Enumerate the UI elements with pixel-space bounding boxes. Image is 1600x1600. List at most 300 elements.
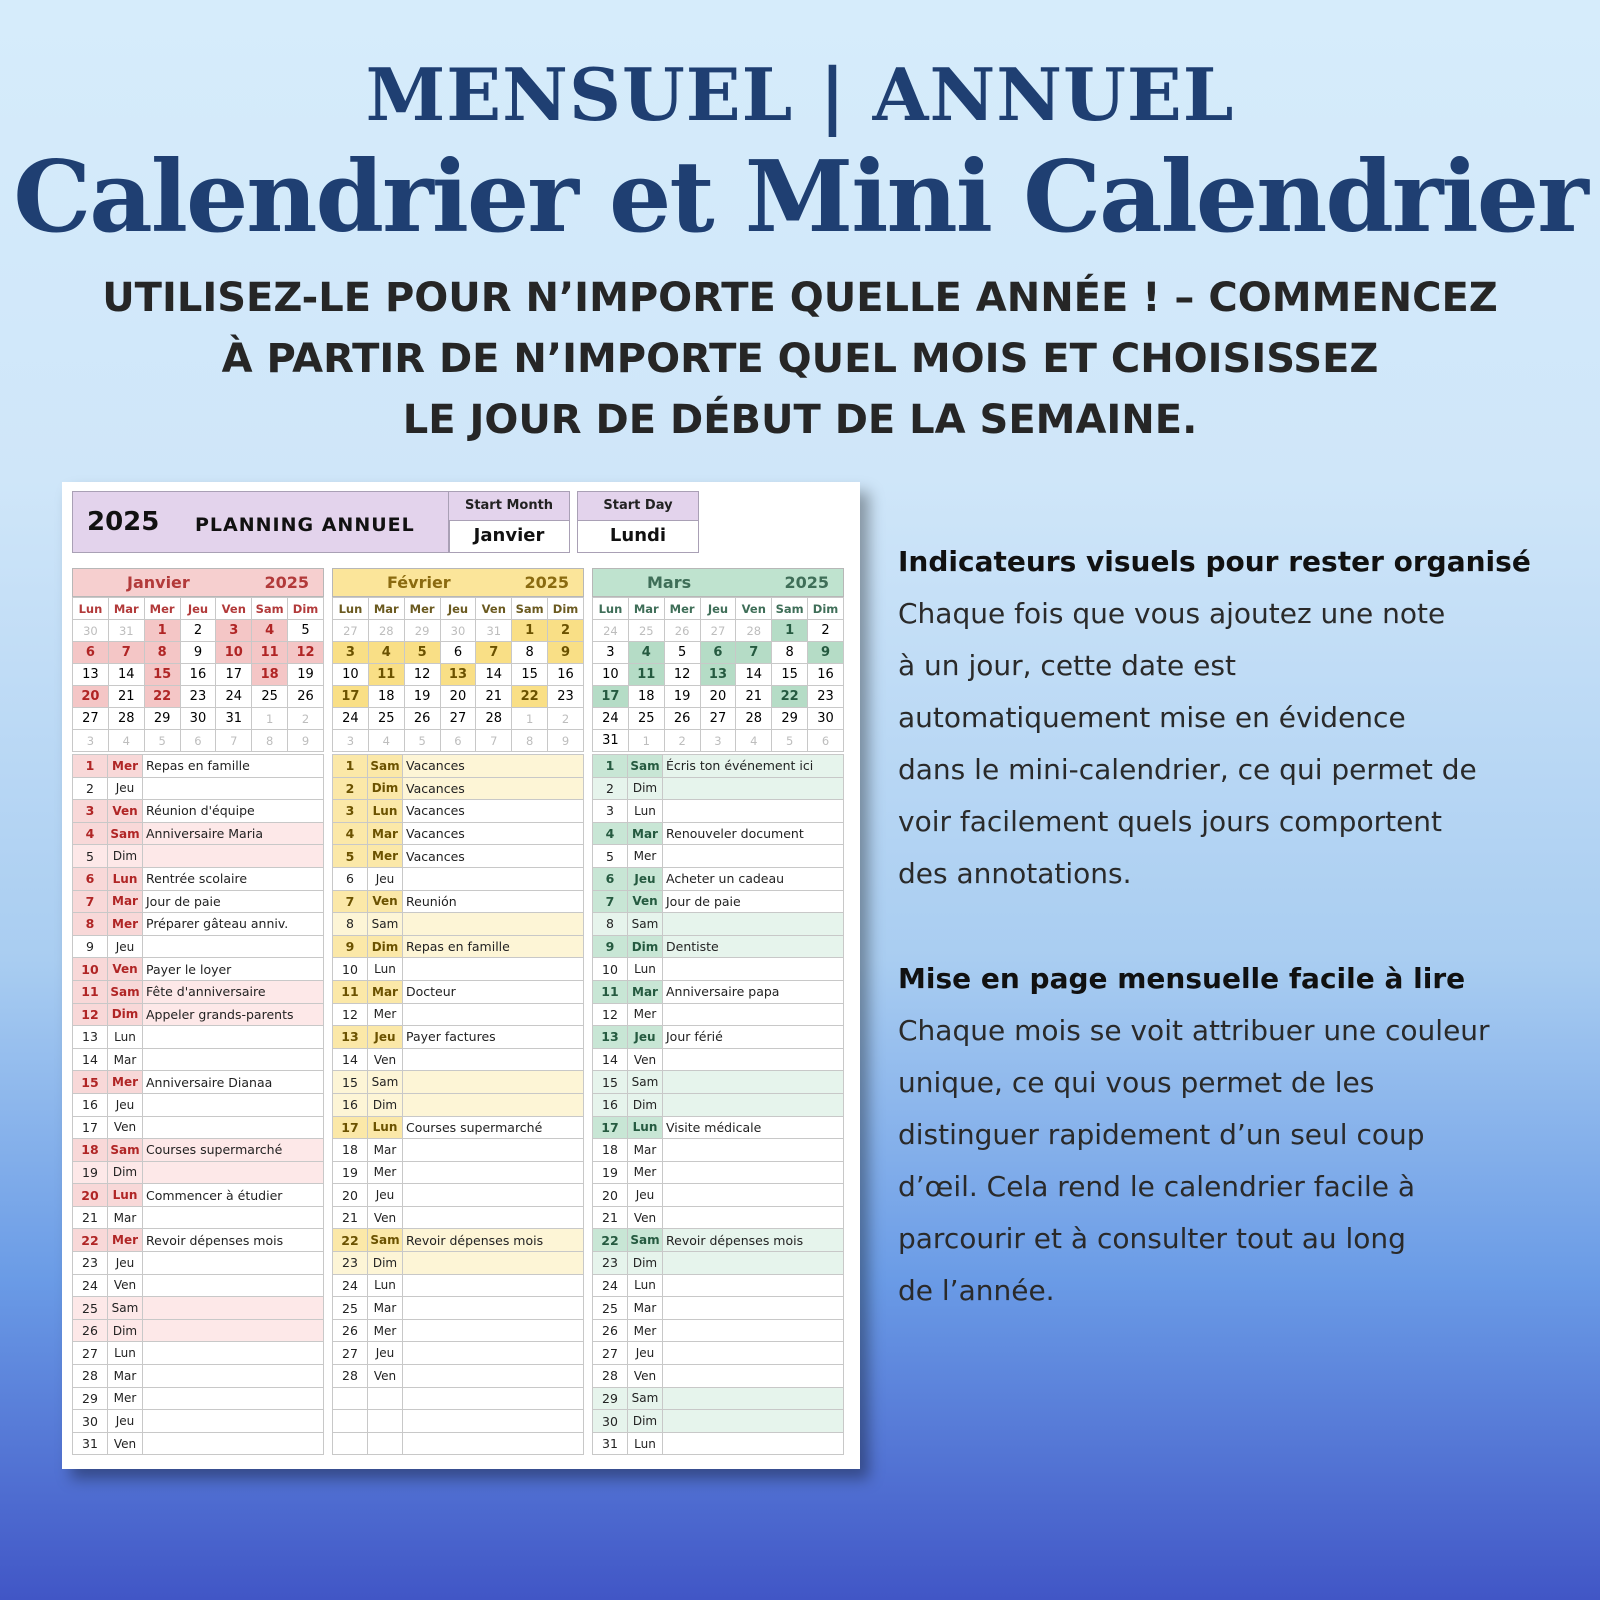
mini-day-cell[interactable]: 6 [440,642,476,664]
mini-day-cell[interactable]: 2 [808,620,844,642]
mini-day-cell[interactable]: 30 [440,620,476,642]
day-row[interactable] [73,1093,324,1116]
day-note[interactable]: Vacances [403,845,584,868]
mini-day-cell[interactable]: 23 [548,686,584,708]
day-note[interactable]: Visite médicale [663,1116,844,1139]
mini-day-cell[interactable]: 4 [628,642,664,664]
day-note[interactable]: Dentiste [663,935,844,958]
mini-day-cell[interactable]: 7 [476,730,512,752]
day-row[interactable] [593,845,844,868]
day-note[interactable] [403,1139,584,1162]
mini-day-cell[interactable]: 4 [108,730,144,752]
day-note[interactable]: Payer le loyer [143,958,324,981]
day-note[interactable] [403,1093,584,1116]
day-row[interactable] [73,1274,324,1297]
day-row[interactable] [593,935,844,958]
mini-day-cell[interactable]: 7 [216,730,252,752]
day-row[interactable] [73,822,324,845]
mini-day-cell[interactable]: 18 [628,686,664,708]
day-note[interactable] [403,1432,584,1455]
mini-day-cell[interactable]: 22 [144,686,180,708]
mini-day-cell[interactable]: 3 [73,730,109,752]
day-note[interactable] [403,1184,584,1207]
day-row[interactable] [333,822,584,845]
day-row[interactable] [73,1139,324,1162]
mini-day-cell[interactable]: 4 [252,620,288,642]
day-row[interactable] [73,1342,324,1365]
day-row[interactable] [333,1410,584,1433]
day-row[interactable] [73,1071,324,1094]
day-note[interactable]: Fête d'anniversaire [143,980,324,1003]
mini-day-cell[interactable]: 15 [512,664,548,686]
day-row[interactable] [73,1184,324,1207]
day-note[interactable] [143,1116,324,1139]
mini-day-cell[interactable]: 30 [180,708,216,730]
day-note[interactable]: Vacances [403,800,584,823]
day-note[interactable]: Vacances [403,822,584,845]
day-note[interactable] [403,1071,584,1094]
day-row[interactable] [73,1319,324,1342]
day-row[interactable] [333,980,584,1003]
day-row[interactable] [333,1048,584,1071]
mini-day-cell[interactable]: 1 [144,620,180,642]
mini-day-cell[interactable]: 6 [808,730,844,752]
day-row[interactable] [333,1365,584,1388]
day-row[interactable] [333,1297,584,1320]
day-row[interactable] [73,1432,324,1455]
day-note[interactable] [403,1365,584,1388]
mini-day-cell[interactable]: 8 [144,642,180,664]
day-note[interactable] [403,1274,584,1297]
mini-day-cell[interactable]: 27 [440,708,476,730]
mini-day-cell[interactable]: 29 [772,708,808,730]
day-row[interactable] [593,1410,844,1433]
day-note[interactable] [403,1342,584,1365]
day-row[interactable] [73,1161,324,1184]
day-row[interactable] [73,935,324,958]
day-row[interactable] [593,1071,844,1094]
day-note[interactable]: Réunion d'équipe [143,800,324,823]
mini-day-cell[interactable]: 1 [772,620,808,642]
day-row[interactable] [593,822,844,845]
day-note[interactable]: Jour de paie [143,890,324,913]
day-row[interactable] [593,1139,844,1162]
day-row[interactable] [333,1003,584,1026]
day-note[interactable] [403,1297,584,1320]
mini-day-cell[interactable]: 1 [512,708,548,730]
mini-day-cell[interactable]: 19 [404,686,440,708]
start-day-selector[interactable] [577,491,699,553]
day-note[interactable]: Repas en famille [403,935,584,958]
mini-day-cell[interactable]: 8 [512,730,548,752]
day-note[interactable]: Revoir dépenses mois [663,1229,844,1252]
mini-day-cell[interactable]: 3 [700,730,736,752]
mini-day-cell[interactable]: 10 [593,664,629,686]
mini-day-cell[interactable]: 4 [368,730,404,752]
mini-day-cell[interactable]: 17 [593,686,629,708]
mini-day-cell[interactable]: 9 [180,642,216,664]
mini-day-cell[interactable]: 25 [628,708,664,730]
day-row[interactable] [73,1297,324,1320]
day-note[interactable] [143,1161,324,1184]
day-note[interactable] [663,1206,844,1229]
mini-day-cell[interactable]: 6 [440,730,476,752]
day-row[interactable] [73,1026,324,1049]
day-note[interactable] [663,1048,844,1071]
day-row[interactable] [593,958,844,981]
day-row[interactable] [593,1184,844,1207]
day-row[interactable] [333,958,584,981]
day-row[interactable] [333,1319,584,1342]
mini-day-cell[interactable]: 8 [512,642,548,664]
day-note[interactable] [143,1342,324,1365]
mini-day-cell[interactable]: 14 [108,664,144,686]
mini-day-cell[interactable]: 4 [368,642,404,664]
day-note[interactable] [143,1026,324,1049]
mini-day-cell[interactable]: 31 [216,708,252,730]
mini-day-cell[interactable]: 24 [593,708,629,730]
day-row[interactable] [73,1003,324,1026]
day-note[interactable]: Vacances [403,777,584,800]
day-row[interactable] [73,1229,324,1252]
mini-day-cell[interactable]: 9 [548,642,584,664]
day-row[interactable] [333,1387,584,1410]
day-note[interactable] [143,1410,324,1433]
mini-day-cell[interactable]: 16 [548,664,584,686]
mini-day-cell[interactable]: 27 [700,708,736,730]
mini-day-cell[interactable]: 15 [772,664,808,686]
mini-day-cell[interactable]: 3 [333,730,369,752]
mini-day-cell[interactable]: 22 [512,686,548,708]
mini-day-cell[interactable]: 9 [548,730,584,752]
day-note[interactable] [663,1410,844,1433]
mini-day-cell[interactable]: 26 [664,708,700,730]
day-row[interactable] [73,867,324,890]
day-row[interactable] [73,980,324,1003]
day-note[interactable] [403,1252,584,1275]
day-row[interactable] [333,845,584,868]
day-note[interactable] [403,1206,584,1229]
day-note[interactable]: Payer factures [403,1026,584,1049]
day-row[interactable] [333,1229,584,1252]
mini-day-cell[interactable]: 16 [808,664,844,686]
mini-day-cell[interactable]: 30 [73,620,109,642]
day-row[interactable] [73,755,324,778]
mini-day-cell[interactable]: 18 [368,686,404,708]
mini-day-cell[interactable]: 1 [628,730,664,752]
mini-day-cell[interactable]: 20 [700,686,736,708]
day-row[interactable] [593,913,844,936]
mini-day-cell[interactable]: 6 [73,642,109,664]
day-note[interactable] [143,1319,324,1342]
day-note[interactable]: Anniversaire Dianaa [143,1071,324,1094]
day-row[interactable] [593,1048,844,1071]
day-row[interactable] [593,1093,844,1116]
day-row[interactable] [593,800,844,823]
day-note[interactable]: Courses supermarché [143,1139,324,1162]
mini-day-cell[interactable]: 10 [333,664,369,686]
mini-day-cell[interactable]: 5 [404,642,440,664]
day-row[interactable] [333,935,584,958]
day-note[interactable]: Préparer gâteau anniv. [143,913,324,936]
day-note[interactable] [663,845,844,868]
mini-day-cell[interactable]: 13 [700,664,736,686]
day-note[interactable] [403,1161,584,1184]
mini-day-cell[interactable]: 10 [216,642,252,664]
day-row[interactable] [73,1048,324,1071]
mini-day-cell[interactable]: 25 [252,686,288,708]
day-row[interactable] [593,1387,844,1410]
day-row[interactable] [593,1003,844,1026]
mini-day-cell[interactable]: 23 [180,686,216,708]
day-row[interactable] [333,1071,584,1094]
day-row[interactable] [73,1206,324,1229]
mini-day-cell[interactable]: 27 [700,620,736,642]
day-row[interactable] [593,1116,844,1139]
mini-day-cell[interactable]: 11 [368,664,404,686]
day-note[interactable] [663,800,844,823]
mini-day-cell[interactable]: 16 [180,664,216,686]
day-row[interactable] [593,1252,844,1275]
day-note[interactable]: Courses supermarché [403,1116,584,1139]
mini-day-cell[interactable]: 3 [593,642,629,664]
mini-day-cell[interactable]: 5 [664,642,700,664]
day-row[interactable] [73,800,324,823]
day-note[interactable] [663,1365,844,1388]
mini-day-cell[interactable]: 12 [404,664,440,686]
day-row[interactable] [333,913,584,936]
day-row[interactable] [593,980,844,1003]
mini-day-cell[interactable]: 5 [404,730,440,752]
day-row[interactable] [73,958,324,981]
day-note[interactable] [143,1297,324,1320]
mini-day-cell[interactable]: 24 [333,708,369,730]
day-row[interactable] [593,777,844,800]
mini-day-cell[interactable]: 5 [288,620,324,642]
mini-day-cell[interactable]: 2 [180,620,216,642]
mini-day-cell[interactable]: 5 [144,730,180,752]
day-note[interactable]: Revoir dépenses mois [143,1229,324,1252]
day-row[interactable] [333,890,584,913]
day-note[interactable] [663,1387,844,1410]
day-note[interactable] [403,1387,584,1410]
day-note[interactable] [143,1252,324,1275]
mini-day-cell[interactable]: 20 [73,686,109,708]
day-note[interactable]: Anniversaire Maria [143,822,324,845]
day-note[interactable] [663,1093,844,1116]
mini-day-cell[interactable]: 24 [593,620,629,642]
mini-day-cell[interactable]: 31 [593,730,629,752]
day-note[interactable] [403,1319,584,1342]
day-row[interactable] [333,1093,584,1116]
mini-day-cell[interactable]: 13 [440,664,476,686]
day-row[interactable] [333,755,584,778]
day-row[interactable] [333,867,584,890]
mini-day-cell[interactable]: 13 [73,664,109,686]
day-note[interactable] [403,1410,584,1433]
mini-day-cell[interactable]: 1 [252,708,288,730]
day-note[interactable] [663,958,844,981]
mini-day-cell[interactable]: 18 [252,664,288,686]
mini-day-cell[interactable]: 25 [628,620,664,642]
day-note[interactable]: Acheter un cadeau [663,867,844,890]
mini-day-cell[interactable]: 3 [216,620,252,642]
day-note[interactable] [663,1003,844,1026]
day-note[interactable]: Rentrée scolaire [143,867,324,890]
mini-day-cell[interactable]: 17 [216,664,252,686]
mini-day-cell[interactable]: 14 [736,664,772,686]
day-row[interactable] [333,1206,584,1229]
day-note[interactable] [663,777,844,800]
day-row[interactable] [593,1365,844,1388]
day-row[interactable] [73,1387,324,1410]
day-row[interactable] [333,1274,584,1297]
day-row[interactable] [593,867,844,890]
mini-day-cell[interactable]: 11 [252,642,288,664]
mini-day-cell[interactable]: 24 [216,686,252,708]
start-month-selector[interactable] [448,491,570,553]
day-note[interactable] [143,777,324,800]
day-row[interactable] [73,1410,324,1433]
start-day-value[interactable]: Lundi [609,525,667,546]
day-row[interactable] [593,1274,844,1297]
day-note[interactable] [143,1206,324,1229]
mini-day-cell[interactable]: 22 [772,686,808,708]
day-row[interactable] [593,1297,844,1320]
mini-day-cell[interactable]: 3 [333,642,369,664]
day-note[interactable] [403,1048,584,1071]
mini-day-cell[interactable]: 21 [476,686,512,708]
day-note[interactable]: Anniversaire papa [663,980,844,1003]
mini-day-cell[interactable]: 6 [180,730,216,752]
day-row[interactable] [73,1365,324,1388]
day-row[interactable] [333,1161,584,1184]
mini-day-cell[interactable]: 8 [252,730,288,752]
day-note[interactable] [663,1071,844,1094]
mini-day-cell[interactable]: 29 [144,708,180,730]
day-note[interactable] [663,1139,844,1162]
day-note[interactable] [663,1161,844,1184]
mini-day-cell[interactable]: 26 [404,708,440,730]
mini-day-cell[interactable]: 14 [476,664,512,686]
mini-day-cell[interactable]: 28 [476,708,512,730]
day-note[interactable] [403,913,584,936]
mini-day-cell[interactable]: 28 [368,620,404,642]
day-row[interactable] [73,890,324,913]
mini-day-cell[interactable]: 31 [476,620,512,642]
day-note[interactable] [663,1252,844,1275]
mini-day-cell[interactable]: 15 [144,664,180,686]
day-note[interactable] [663,1319,844,1342]
day-row[interactable] [73,913,324,936]
day-row[interactable] [593,1342,844,1365]
mini-day-cell[interactable]: 2 [548,620,584,642]
mini-day-cell[interactable]: 29 [404,620,440,642]
mini-day-cell[interactable]: 1 [512,620,548,642]
day-note[interactable] [143,1432,324,1455]
mini-day-cell[interactable]: 26 [664,620,700,642]
mini-day-cell[interactable]: 2 [288,708,324,730]
day-row[interactable] [333,1184,584,1207]
day-note[interactable]: Écris ton événement ici [663,755,844,778]
mini-day-cell[interactable]: 4 [736,730,772,752]
mini-day-cell[interactable]: 28 [108,708,144,730]
day-note[interactable] [403,1003,584,1026]
day-note[interactable]: Docteur [403,980,584,1003]
day-note[interactable] [403,867,584,890]
mini-day-cell[interactable]: 7 [108,642,144,664]
day-note[interactable]: Vacances [403,755,584,778]
mini-day-cell[interactable]: 21 [108,686,144,708]
mini-day-cell[interactable]: 6 [700,642,736,664]
day-note[interactable] [663,1184,844,1207]
day-note[interactable] [663,1342,844,1365]
mini-day-cell[interactable]: 12 [288,642,324,664]
day-note[interactable] [143,1274,324,1297]
mini-day-cell[interactable]: 28 [736,708,772,730]
day-row[interactable] [593,1432,844,1455]
day-note[interactable]: Renouveler document [663,822,844,845]
mini-day-cell[interactable]: 21 [736,686,772,708]
day-note[interactable] [143,1048,324,1071]
mini-day-cell[interactable]: 9 [808,642,844,664]
day-note[interactable]: Appeler grands-parents [143,1003,324,1026]
day-row[interactable] [593,1229,844,1252]
day-note[interactable]: Jour férié [663,1026,844,1049]
day-row[interactable] [333,800,584,823]
day-row[interactable] [333,777,584,800]
day-row[interactable] [593,890,844,913]
day-row[interactable] [333,1432,584,1455]
day-row[interactable] [333,1116,584,1139]
mini-day-cell[interactable]: 19 [288,664,324,686]
mini-day-cell[interactable]: 28 [736,620,772,642]
day-row[interactable] [333,1252,584,1275]
mini-day-cell[interactable]: 5 [772,730,808,752]
day-row[interactable] [73,1116,324,1139]
day-row[interactable] [593,1319,844,1342]
mini-day-cell[interactable]: 30 [808,708,844,730]
mini-day-cell[interactable]: 7 [736,642,772,664]
mini-day-cell[interactable]: 7 [476,642,512,664]
mini-day-cell[interactable]: 8 [772,642,808,664]
mini-day-cell[interactable]: 26 [288,686,324,708]
mini-day-cell[interactable]: 11 [628,664,664,686]
day-note[interactable] [663,1297,844,1320]
day-note[interactable] [663,1432,844,1455]
mini-day-cell[interactable]: 2 [664,730,700,752]
day-row[interactable] [333,1139,584,1162]
day-note[interactable] [663,913,844,936]
day-note[interactable] [143,845,324,868]
day-note[interactable] [143,1365,324,1388]
day-note[interactable] [143,1387,324,1410]
day-note[interactable]: Reunión [403,890,584,913]
day-row[interactable] [593,1026,844,1049]
mini-day-cell[interactable]: 17 [333,686,369,708]
day-row[interactable] [333,1342,584,1365]
mini-day-cell[interactable]: 9 [288,730,324,752]
mini-day-cell[interactable]: 2 [548,708,584,730]
day-note[interactable]: Jour de paie [663,890,844,913]
day-row[interactable] [73,845,324,868]
day-note[interactable]: Commencer à étudier [143,1184,324,1207]
start-month-value[interactable]: Janvier [473,525,545,546]
day-row[interactable] [593,755,844,778]
day-row[interactable] [593,1161,844,1184]
mini-day-cell[interactable]: 25 [368,708,404,730]
day-row[interactable] [593,1206,844,1229]
